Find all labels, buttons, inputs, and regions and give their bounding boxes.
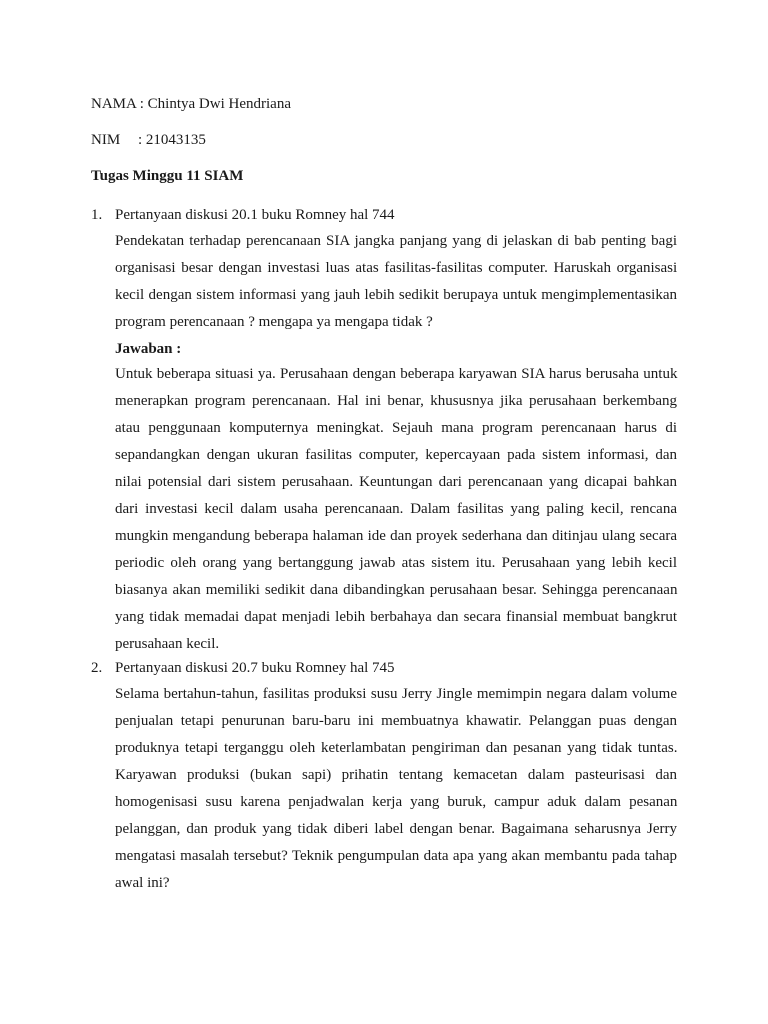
item-2-question xyxy=(115,681,677,897)
student-nim xyxy=(91,130,206,150)
answer-label: Jawaban : xyxy=(115,341,182,357)
text-line: nilai potensial dari sistem perusahaan. Keuntungan dari perencanaan yang dicapai bahkan xyxy=(115,474,677,490)
item-1-title: Pertanyaan diskusi 20.1 buku Romney hal 744 xyxy=(115,207,395,223)
text-line: perusahaan kecil. xyxy=(115,636,220,652)
text-line: produknya tetapi terganggu oleh keterlambatan pengiriman dan pesanan yang tidak tuntas. xyxy=(115,740,678,756)
assignment-title: Tugas Minggu 11 SIAM xyxy=(91,168,244,184)
text-line: mungkin mengandung beberapa halaman ide dan proyek sederhana dan ditinjau ulang secara xyxy=(115,528,677,544)
item-2-title: Pertanyaan diskusi 20.7 buku Romney hal 745 xyxy=(115,660,395,676)
text-line: mengatasi masalah tersebut? Teknik pengumpulan data apa yang akan membantu pada tahap xyxy=(115,848,677,864)
text-line: dari investasi kecil dalam usaha perencanaan. Dalam fasilitas yang paling kecil, rencana xyxy=(115,501,677,517)
text-line: penjualan tetapi penurunan baru-baru ini membuatnya khawatir. Pelanggan puas dengan xyxy=(115,713,677,729)
text-line: pelanggan, dan produk yang tidak diberi label dengan benar. Bagaimana seharusnya Jerry xyxy=(115,821,677,837)
text-line: homogenisasi susu karena penjadwalan kerja yang buruk, campur aduk dalam pesanan xyxy=(115,794,678,810)
text-line: yang tidak memadai dapat menjadi lebih berbahaya dan secara finansial membuat bangkrut xyxy=(115,609,677,625)
text-line: kecil dengan sistem informasi yang jauh lebih sedikit berupaya untuk mengimplementasikan xyxy=(115,287,677,303)
nim-label: NIM xyxy=(91,132,121,148)
text-line: organisasi besar dengan investasi luas atas fasilitas-fasilitas computer. Haruskah organisasi xyxy=(115,260,678,276)
text-line: Untuk beberapa situasi ya. Perusahaan dengan beberapa karyawan SIA harus berusaha untuk xyxy=(115,366,678,382)
nim-value: : 21043135 xyxy=(138,132,206,148)
text-line: Karyawan produksi (bukan sapi) prihatin tentang kemacetan dalam pasteurisasi dan xyxy=(115,767,677,783)
text-line: sepandangkan dengan ukuran fasilitas computer, kepercayaan pada sistem informasi, dan xyxy=(115,447,677,463)
text-line: Pendekatan terhadap perencanaan SIA jangka panjang yang di jelaskan di bab penting bagi xyxy=(115,233,677,249)
student-name: NAMA : Chintya Dwi Hendriana xyxy=(91,96,291,112)
item-1-number: 1. xyxy=(91,207,103,223)
item-1-question xyxy=(115,228,677,336)
text-line: Selama bertahun-tahun, fasilitas produksi susu Jerry Jingle memimpin negara dalam volume xyxy=(115,686,677,702)
text-line: awal ini? xyxy=(115,875,170,891)
item-2-number: 2. xyxy=(91,660,103,676)
text-line: biasanya akan memiliki sedikit dana dibandingkan perusahaan besar. Sehingga perencanaan xyxy=(115,582,678,598)
text-line: periodic oleh orang yang bertanggung jawab atas sistem itu. Perusahaan yang lebih kecil xyxy=(115,555,677,571)
text-line: menerapkan program perencanaan. Hal ini benar, khususnya jika perusahaan berkembang xyxy=(115,393,677,409)
text-line: atau penggunaan komputernya meningkat. Sejauh mana program perencanaan harus di xyxy=(115,420,677,436)
item-1-answer xyxy=(115,361,677,658)
text-line: program perencanaan ? mengapa ya mengapa tidak ? xyxy=(115,314,433,330)
